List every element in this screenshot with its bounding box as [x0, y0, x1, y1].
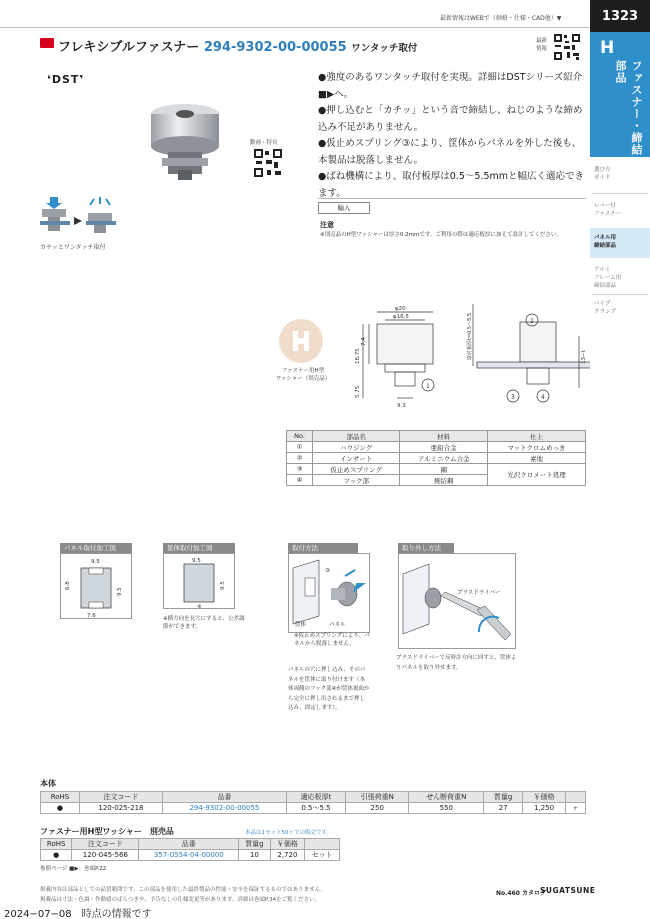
table-row: ① ハウジング 亜鉛合金 マットクロムめっき: [287, 442, 586, 453]
top-web-note: 最新情報はWEBで（価格・仕様・CAD他）▼: [440, 15, 562, 22]
spec-washer-part-link[interactable]: 357-0554-04-00000: [139, 850, 239, 861]
callout-2: 2: [530, 318, 534, 325]
product-part-number[interactable]: 294-9302-00-00055: [203, 40, 347, 55]
page-number: 1323: [590, 0, 650, 32]
sidenav-divider: [592, 294, 648, 295]
product-subtitle: ワンタッチ取付: [351, 43, 418, 54]
onetouch-illustration: [40, 195, 116, 239]
svg-text:9.5: 9.5: [192, 558, 201, 564]
note-title: 注意: [320, 221, 334, 229]
video-qr-icon[interactable]: [253, 148, 283, 178]
parts-header-finish: 仕上: [487, 431, 585, 442]
install-note-2: パネルの穴に押し込み、そのパネルを筐体に取り付けます（本体両側のフック部④が筐体裏面から完全に押し出されるまで押し込み、固定します）。: [288, 667, 370, 711]
feature-4: ●ばね機構により、取付板厚は0.5～5.5mmと幅広く適応できます。: [318, 171, 585, 199]
parts-table: [286, 430, 586, 486]
parts-header-no: No.: [287, 431, 313, 442]
parts-header-name: 部品名: [313, 431, 400, 442]
dim-plate-thickness: 取付板厚t=0.5～5.5: [467, 312, 473, 360]
svg-text:筐体: 筐体: [295, 622, 307, 628]
table-row: ② インサート アルミニウム合金 素地: [287, 453, 586, 464]
spec-washer-ref[interactable]: 参照ページ ■▶：巻頭P.22: [40, 866, 107, 872]
feature-2: ●押し込むと「カチッ」という音で締結し、ねじのような締め込み不足がありません。: [318, 105, 583, 133]
category-tab[interactable]: [590, 32, 650, 157]
svg-text:9.5: 9.5: [117, 587, 123, 596]
spec-main-title: 本体: [40, 779, 56, 788]
parts-header-material: 材料: [400, 431, 488, 442]
series-label: ❛DST❜: [47, 73, 85, 86]
callout-3: 3: [511, 394, 515, 401]
dim-phi20: φ20: [395, 306, 406, 312]
header-rule: [0, 27, 590, 28]
svg-text:パネル: パネル: [329, 622, 346, 628]
feature-divider: [318, 198, 586, 199]
spec-washer-title: ファスナー用H型ワッシャー 別売品: [40, 827, 174, 836]
svg-text:9.5: 9.5: [91, 559, 100, 565]
table-row: ③ 仮止めスプリング 鋼 光沢クロメート処理: [287, 464, 586, 475]
brand-logo: [40, 38, 54, 48]
housing-process-note: ※横方向を長穴にすると、公差調節ができます。: [163, 616, 245, 630]
svg-text:6.8: 6.8: [65, 581, 71, 590]
washer-caption: ファスナー用H型 ワッシャー（別売品）: [275, 368, 331, 382]
feature-3: ●仮止めスプリング③により、筐体からパネルを外した後も、本製品は脱落しません。: [318, 138, 582, 166]
category-letter: H: [600, 38, 615, 58]
import-badge: 輸入: [318, 202, 370, 214]
remove-method-drawing: [398, 553, 516, 649]
footer-disclaimer-1: 掲載内容は部品としての品質範囲です。この部品を使用した最終製品の性能・安全を保証するものではありません。: [40, 887, 326, 893]
screwdriver-label: プラスドライバー: [457, 590, 501, 596]
svg-text:③: ③: [325, 568, 330, 574]
product-photo: [140, 96, 230, 184]
onetouch-caption: カチッとワンタッチ取付: [40, 244, 106, 251]
panel-process-title: パネル取付加工図: [60, 543, 132, 553]
spec-washer-note: 本品は1セット50ヶでの販売です。: [245, 830, 333, 836]
dim-5-75: 5.75: [355, 385, 361, 398]
latest-info-label: 最新 情報: [536, 38, 548, 52]
sidenav-item-guide[interactable]: 選び方 ガイド: [594, 167, 611, 181]
product-title: [58, 36, 417, 55]
footer-date-note: 2024−07−08 時点の情報です: [4, 909, 152, 919]
dim-phi16-5: φ16.5: [393, 314, 409, 320]
housing-process-drawing: [163, 553, 235, 609]
dim-7-4: 7.4: [361, 337, 367, 346]
footer-catalog: No.460 カタログ: [496, 890, 547, 897]
qr-code-icon[interactable]: [553, 33, 581, 61]
dim-13-t: 13−t: [581, 350, 587, 364]
video-label: 動画・特長: [250, 140, 278, 146]
housing-process-title: 筐体取付加工図: [163, 543, 235, 553]
sidenav-item-aluminum[interactable]: アルミ フレーム用 締結部品: [594, 267, 622, 289]
note-text: ※別売品のH型ワッシャーは厚さ0.2mmです。ご利用の際は適応板厚に加えて設計してください。: [320, 232, 562, 238]
sidenav-divider: [592, 193, 648, 194]
svg-text:9.5: 9.5: [220, 581, 226, 590]
table-row: ● 120-045-566 357-0554-04-00000 10 2,720 セット: [41, 850, 340, 861]
svg-text:7.6: 7.6: [87, 613, 96, 619]
install-note-1: ※仮止めスプリングにより、パネルから脱落しません。: [294, 633, 370, 647]
panel-process-drawing: [60, 553, 132, 619]
footer-disclaimer-2: 掲載品は寸法・色調・作動感のばらつきや、予告なしの仕様変更等があります。詳細は巻頭P.34をご覧ください。: [40, 897, 321, 903]
sidenav-item-panel[interactable]: パネル用 締結部品: [590, 228, 650, 258]
spec-main-part-link[interactable]: 294-9302-00-00055: [162, 803, 286, 814]
table-row: ● 120-025-218 294-9302-00-00055 0.5～5.5 250 550 27 1,250 ヶ: [41, 803, 586, 814]
product-name: フレキシブルファスナー: [58, 40, 200, 55]
remove-method-title: 取り外し方法: [398, 543, 454, 553]
sidenav-item-lever[interactable]: レバー付 ファスナー: [594, 203, 622, 217]
install-method-title: 取付方法: [288, 543, 358, 553]
dim-9-3: 9.3: [397, 403, 406, 409]
feature-1: ●強度のあるワンタッチ取付を実現。詳細はDSTシリーズ紹介■▶へ。: [318, 72, 583, 100]
footer-brand: SUGATSUNE: [540, 886, 596, 895]
remove-method-note: プラスドライバーで反時計方向に回すと、筐体よりパネルを取り外せます。: [396, 655, 517, 671]
washer-image: [278, 318, 324, 364]
dim-18-75: 18.75: [355, 348, 361, 364]
sidenav-item-pipe[interactable]: パイプ クランプ: [594, 301, 617, 315]
table-row: ④ フック部 焼結鋼: [287, 475, 586, 486]
spec-washer-table: RoHS 注文コード 品番 質量g ￥価格 ● 120-045-566 357-0554-04-00000 10 2,720 セット: [40, 838, 340, 861]
svg-text:※: ※: [197, 604, 202, 609]
dimension-drawing: [355, 300, 590, 415]
install-method-drawing: [288, 553, 370, 633]
callout-4: 4: [541, 394, 545, 401]
spec-main-table: RoHS 注文コード 品番 適応板厚t 引張荷重N せん断荷重N 質量g ￥価格 ● 120-025-218 294-9302-00-00055 0.5～5.5 250 550 27 1,250 ヶ: [40, 791, 586, 814]
callout-1: 1: [426, 383, 430, 390]
category-title: ファスナー・締結部品: [614, 60, 643, 156]
